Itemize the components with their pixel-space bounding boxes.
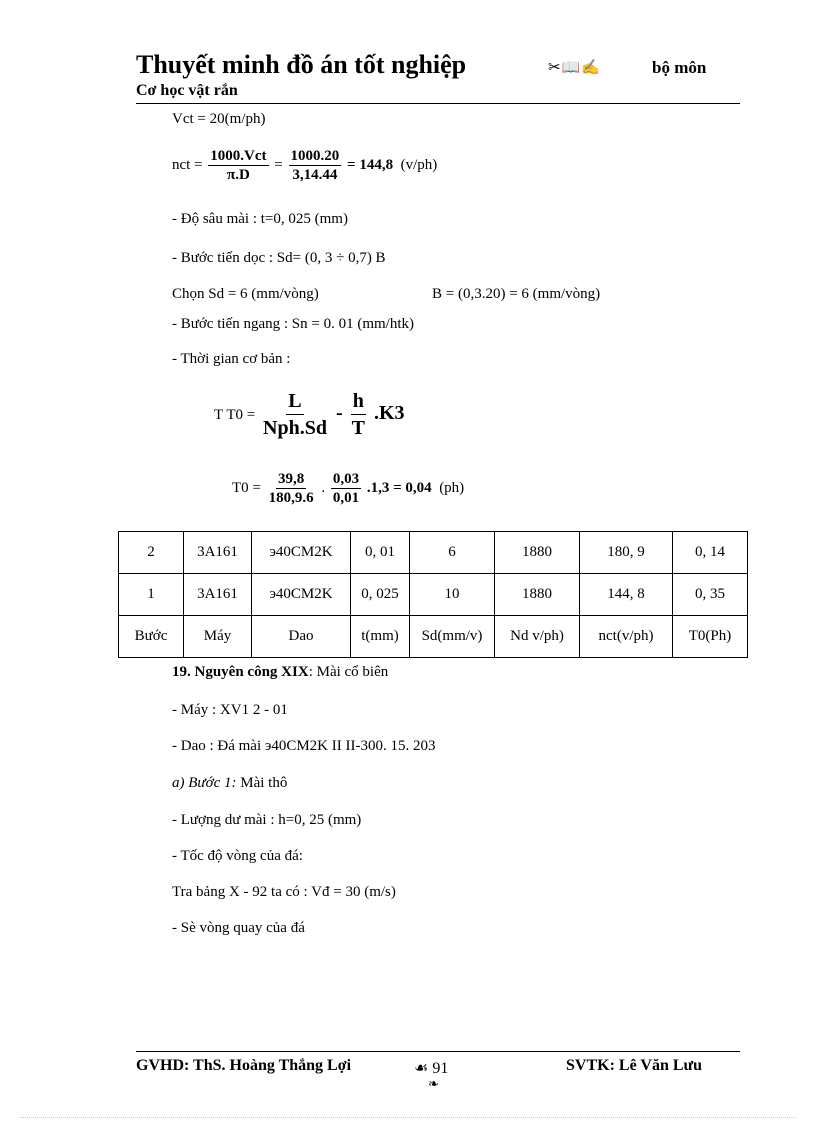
table-cell: э40CM2K <box>252 532 351 574</box>
t0v-f2-numerator: 0,03 <box>332 471 360 487</box>
page-ornament-icon: ❧ <box>428 1076 439 1091</box>
nct-label: nct = <box>172 156 203 173</box>
nct-fraction-2 <box>289 147 342 184</box>
t0v-f1-numerator: 39,8 <box>278 471 305 487</box>
table-row <box>119 616 748 658</box>
t0-formula: T T0 = $\frac{L}{\text{Nph.Sd}}$ - $\frac{h}{T}$ .K3 <box>214 390 405 439</box>
machining-table <box>118 531 748 658</box>
advisor-label: GVHD: ThS. Hoàng Thắng Lợi <box>136 1057 352 1074</box>
table-cell: 180, 9 <box>580 532 673 574</box>
vct-line: Vct = 20(m/ph) <box>172 111 266 127</box>
table-cell: Bước <box>119 616 184 658</box>
t0-value-formula: T0 = $\frac{39,8}{180,9.6}$ . $\frac{0,03}{0,01}$ .1,3 = 0,04 (ph) <box>232 471 465 506</box>
t0-fraction-2 <box>350 388 367 441</box>
feed-cross-line: - Bước tiến ngang : Sn = 0. 01 (mm/htk) <box>172 316 414 332</box>
table-cell: 1880 <box>495 532 580 574</box>
table-cell: T0(Ph) <box>673 616 748 658</box>
t0v-prefix: T0 = <box>232 479 261 496</box>
table-cell: 0, 14 <box>673 532 748 574</box>
t0-k-factor: .K3 <box>373 402 405 425</box>
lookup-line: Tra bảng X - 92 ta có : Vđ = 30 (m/s) <box>172 884 396 900</box>
t0-f2-denominator: T <box>351 417 365 439</box>
table-cell: 1880 <box>495 574 580 616</box>
table-cell: Máy <box>184 616 252 658</box>
table-cell: э40CM2K <box>252 574 351 616</box>
table-cell: 0, 025 <box>351 574 410 616</box>
nct-f1-denominator: π.D <box>227 167 250 183</box>
page-edge <box>20 1117 796 1118</box>
nct-f1-numerator: 1000.Vct <box>210 148 267 164</box>
table-cell: 3A161 <box>184 532 252 574</box>
nct-fraction-1 <box>208 147 268 184</box>
nct-unit: (v/ph) <box>400 156 438 173</box>
section-title: : Mài cổ biên <box>308 664 389 680</box>
allowance-line: - Lượng dư mài : h=0, 25 (mm) <box>172 812 362 828</box>
table-cell: 0, 35 <box>673 574 748 616</box>
depth-line: - Độ sâu mài : t=0, 025 (mm) <box>172 211 348 227</box>
table-cell: 2 <box>119 532 184 574</box>
table-cell: Nd v/ph) <box>495 616 580 658</box>
footer-rule <box>136 1051 740 1052</box>
t0v-f2-denominator: 0,01 <box>332 490 360 506</box>
nct-f2-numerator: 1000.20 <box>290 148 340 164</box>
t0v-result: .1,3 = 0,04 <box>366 479 432 496</box>
header-rule <box>136 103 740 104</box>
table-row <box>119 574 748 616</box>
choose-b-line: B = (0,3.20) = 6 (mm/vòng) <box>432 286 601 302</box>
t0-f1-numerator: L <box>286 388 303 415</box>
feed-long-line: - Bước tiến dọc : Sd= (0, 3 ÷ 0,7) B <box>172 250 386 266</box>
table-cell: 144, 8 <box>580 574 673 616</box>
step-label: a) Bước 1: <box>172 775 237 791</box>
page-number: ☙ 91 <box>414 1060 449 1077</box>
table-cell: 1 <box>119 574 184 616</box>
t0-prefix: T T0 = <box>214 407 256 424</box>
section-number: 19. Nguyên công XIX <box>172 664 309 680</box>
rpm-line: - Sè vòng quay của đá <box>172 920 305 936</box>
table-cell: 6 <box>410 532 495 574</box>
t0v-fraction-2 <box>331 470 361 507</box>
t0-fraction-1 <box>261 388 329 441</box>
machine-line: - Máy : XV1 2 - 01 <box>172 702 288 718</box>
document-subtitle: Cơ học vật rắn <box>136 82 238 99</box>
nct-f2-denominator: 3,14.44 <box>292 167 338 183</box>
nct-result: = 144,8 <box>347 156 394 173</box>
step-desc: Mài thô <box>236 775 288 791</box>
department-label: bộ môn <box>652 58 707 77</box>
table-cell: Dao <box>252 616 351 658</box>
speed-line: - Tốc độ vòng của đá: <box>172 848 303 864</box>
document-title: Thuyết minh đồ án tốt nghiệp <box>136 50 467 79</box>
table-cell: Sd(mm/v) <box>410 616 495 658</box>
nct-formula: nct = $\frac{\text{1000.Vct}}{\pi.D}$ = $\frac{1000.20}{3,14.44}$ = 144,8 (v/ph) <box>172 148 438 183</box>
table-cell: 0, 01 <box>351 532 410 574</box>
t0-f2-numerator: h <box>351 388 366 415</box>
time-label: - Thời gian cơ bản : <box>172 351 291 367</box>
header-ornament-icon: ✂📖✍ <box>548 60 601 76</box>
table-cell: nct(v/ph) <box>580 616 673 658</box>
tool-line: - Dao : Đá mài э40CM2K II II-300. 15. 203 <box>172 738 436 754</box>
step-line <box>172 775 287 792</box>
t0v-unit: (ph) <box>439 479 465 496</box>
table-cell: t(mm) <box>351 616 410 658</box>
student-label: SVTK: Lê Văn Lưu <box>566 1057 703 1074</box>
t0v-f1-denominator: 180,9.6 <box>268 490 314 506</box>
t0v-fraction-1 <box>267 470 316 507</box>
table-row <box>119 532 748 574</box>
table-cell: 3A161 <box>184 574 252 616</box>
table-cell: 10 <box>410 574 495 616</box>
t0-f1-denominator: Nph.Sd <box>263 417 327 439</box>
section-heading <box>172 664 388 681</box>
choose-line: Chọn Sd = 6 (mm/vòng) <box>172 286 319 302</box>
